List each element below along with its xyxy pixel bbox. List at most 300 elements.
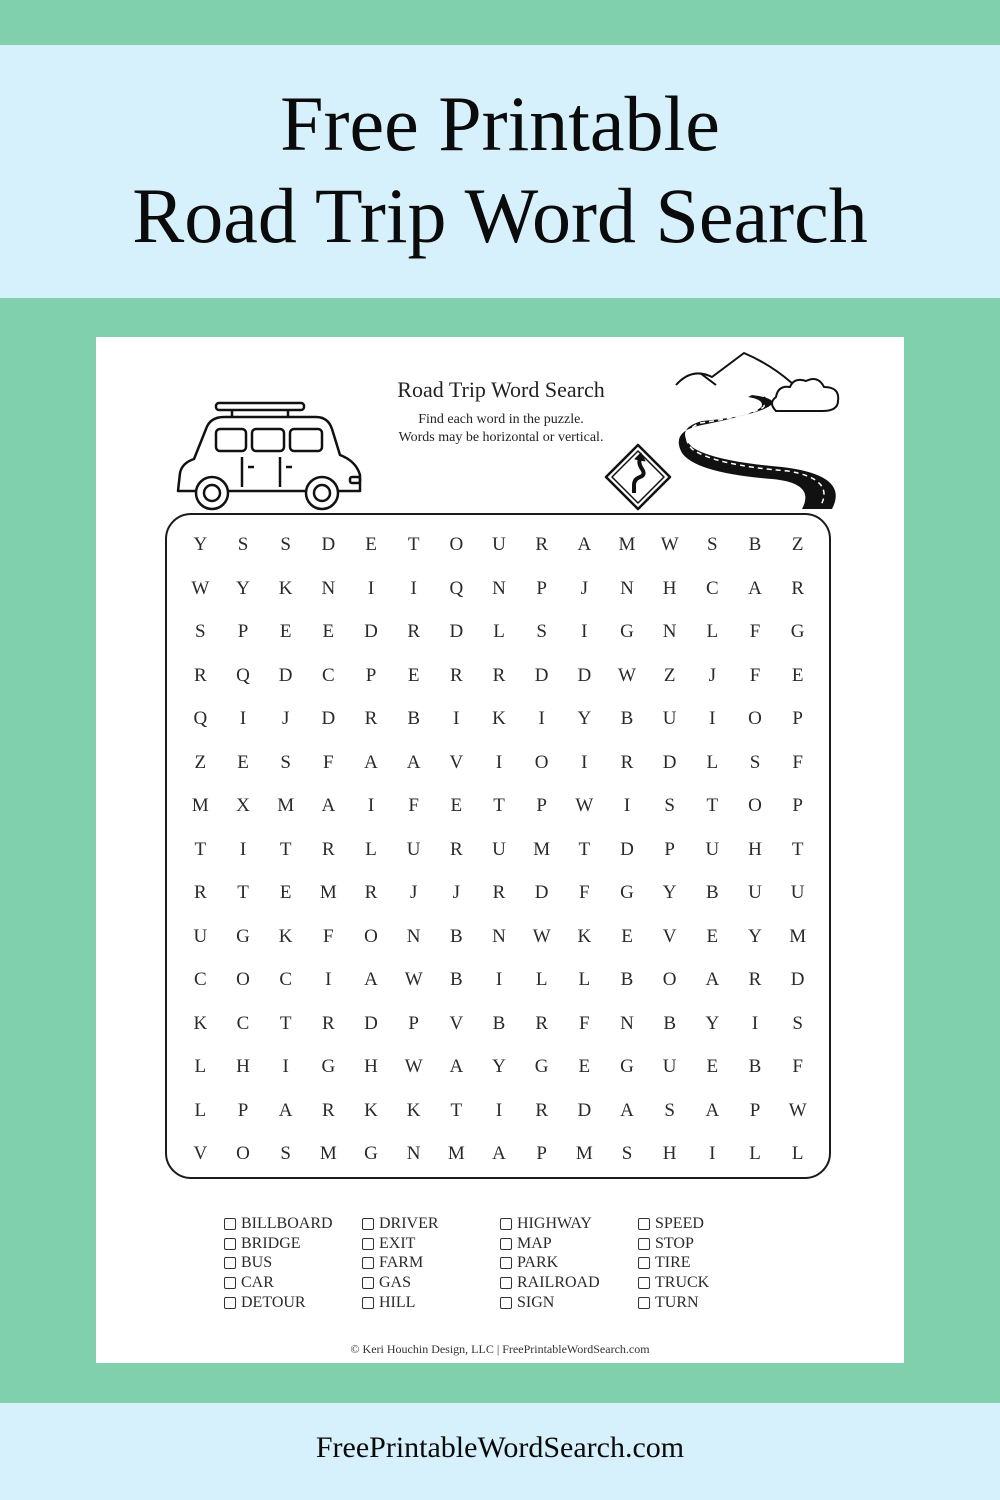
word-label: HILL bbox=[379, 1294, 416, 1312]
grid-letter[interactable]: B bbox=[620, 969, 634, 990]
word-checkbox[interactable] bbox=[362, 1297, 374, 1309]
word-checkbox[interactable] bbox=[638, 1277, 650, 1289]
grid-letter[interactable]: T bbox=[791, 838, 804, 860]
word-item bbox=[224, 1254, 333, 1274]
word-item bbox=[224, 1293, 333, 1313]
grid-letter[interactable]: K bbox=[278, 925, 293, 947]
word-checkbox[interactable] bbox=[638, 1238, 650, 1250]
grid-letter[interactable]: M bbox=[191, 795, 209, 816]
grid-letter[interactable]: H bbox=[662, 577, 677, 599]
grid-letter[interactable]: H bbox=[236, 1056, 250, 1077]
grid-letter[interactable]: T bbox=[450, 1099, 463, 1121]
grid-letter[interactable]: K bbox=[364, 1099, 378, 1121]
word-item bbox=[638, 1214, 709, 1234]
word-item bbox=[638, 1273, 709, 1293]
grid-letter[interactable]: A bbox=[705, 969, 720, 990]
word-label: DETOUR bbox=[241, 1294, 306, 1312]
grid-letter[interactable]: I bbox=[623, 795, 631, 816]
word-label: BILLBOARD bbox=[241, 1214, 333, 1232]
grid-letter[interactable]: E bbox=[322, 621, 335, 642]
grid-letter[interactable]: R bbox=[535, 534, 548, 555]
grid-letter[interactable]: V bbox=[662, 925, 677, 947]
word-item bbox=[362, 1273, 439, 1293]
grid-letter[interactable]: R bbox=[193, 882, 207, 903]
grid-letter[interactable]: N bbox=[620, 1012, 634, 1034]
grid-letter[interactable]: P bbox=[237, 1099, 249, 1121]
grid-letter[interactable]: L bbox=[791, 1143, 804, 1164]
grid-letter[interactable]: I bbox=[709, 1143, 716, 1164]
word-item bbox=[224, 1214, 333, 1234]
word-checkbox[interactable] bbox=[362, 1238, 374, 1250]
word-item bbox=[638, 1293, 709, 1313]
grid-letter[interactable]: I bbox=[751, 1012, 759, 1034]
grid-letter[interactable]: B bbox=[663, 1012, 676, 1034]
grid-letter[interactable]: S bbox=[536, 621, 547, 642]
grid-letter[interactable]: T bbox=[578, 838, 591, 860]
grid-letter[interactable]: I bbox=[282, 1056, 289, 1077]
grid-letter[interactable]: R bbox=[791, 577, 804, 599]
grid-letter[interactable]: H bbox=[364, 1056, 378, 1077]
word-label: PARK bbox=[517, 1254, 559, 1272]
grid-letter[interactable]: L bbox=[749, 1143, 761, 1164]
grid-letter[interactable]: K bbox=[492, 708, 506, 729]
grid-letter[interactable]: Z bbox=[663, 664, 676, 686]
grid-letter[interactable]: A bbox=[406, 751, 421, 773]
word-checkbox[interactable] bbox=[500, 1277, 512, 1289]
grid-letter[interactable]: G bbox=[790, 621, 805, 642]
grid-letter[interactable]: V bbox=[193, 1143, 208, 1164]
grid-letter[interactable]: A bbox=[364, 969, 378, 990]
grid-letter[interactable]: B bbox=[748, 534, 762, 555]
grid-letter[interactable]: F bbox=[792, 751, 803, 773]
grid-letter[interactable]: U bbox=[406, 838, 421, 860]
grid-letter[interactable]: T bbox=[493, 795, 505, 816]
grid-letter[interactable]: R bbox=[321, 838, 335, 860]
grid-letter[interactable]: A bbox=[364, 751, 378, 773]
grid-letter[interactable]: O bbox=[449, 534, 464, 555]
grid-letter[interactable]: M bbox=[277, 795, 295, 816]
grid-letter[interactable]: R bbox=[620, 751, 634, 773]
grid-letter[interactable]: M bbox=[533, 838, 551, 860]
grid-letter[interactable]: B bbox=[492, 1012, 506, 1034]
grid-letter[interactable]: S bbox=[664, 1099, 675, 1121]
grid-letter[interactable]: R bbox=[748, 969, 762, 990]
grid-letter[interactable]: W bbox=[575, 795, 594, 816]
grid-letter[interactable]: D bbox=[321, 534, 336, 555]
grid-letter[interactable]: P bbox=[408, 1012, 419, 1034]
grid-letter[interactable]: C bbox=[321, 664, 335, 686]
grid-letter[interactable]: O bbox=[534, 751, 549, 773]
grid-letter[interactable]: B bbox=[620, 708, 634, 729]
grid-letter[interactable]: V bbox=[449, 1012, 464, 1034]
grid-letter[interactable]: R bbox=[492, 882, 506, 903]
grid-letter[interactable]: M bbox=[319, 882, 337, 903]
word-checkbox[interactable] bbox=[224, 1297, 236, 1309]
grid-letter[interactable]: P bbox=[792, 708, 803, 729]
grid-letter[interactable]: E bbox=[279, 882, 292, 903]
grid-letter[interactable]: R bbox=[364, 708, 378, 729]
grid-letter[interactable]: A bbox=[449, 1056, 464, 1077]
grid-letter[interactable]: A bbox=[705, 1099, 720, 1121]
grid-letter[interactable]: C bbox=[236, 1012, 250, 1034]
grid-letter[interactable]: E bbox=[791, 664, 804, 686]
grid-letter[interactable]: D bbox=[534, 664, 549, 686]
word-label: MAP bbox=[517, 1234, 552, 1252]
word-checkbox[interactable] bbox=[500, 1257, 512, 1269]
grid-letter[interactable]: F bbox=[792, 1056, 803, 1077]
grid-letter[interactable]: J bbox=[409, 882, 418, 903]
word-label: GAS bbox=[379, 1274, 412, 1292]
grid-letter[interactable]: P bbox=[792, 795, 803, 816]
word-checkbox[interactable] bbox=[638, 1218, 650, 1230]
word-checkbox[interactable] bbox=[500, 1238, 512, 1250]
grid-letter[interactable]: L bbox=[578, 969, 591, 990]
word-label: STOP bbox=[655, 1234, 694, 1252]
grid-letter[interactable]: F bbox=[749, 664, 761, 686]
grid-letter[interactable]: L bbox=[535, 969, 548, 990]
grid-letter[interactable]: E bbox=[450, 795, 463, 816]
word-checkbox[interactable] bbox=[224, 1218, 236, 1230]
grid-letter[interactable]: D bbox=[577, 664, 592, 686]
word-label: DRIVER bbox=[379, 1214, 439, 1232]
word-label: HIGHWAY bbox=[517, 1214, 592, 1232]
grid-letter[interactable]: A bbox=[278, 1099, 293, 1121]
grid-letter[interactable]: W bbox=[788, 1099, 807, 1121]
grid-letter[interactable]: O bbox=[236, 969, 250, 990]
grid-letter[interactable]: S bbox=[792, 1012, 803, 1034]
grid-letter[interactable]: Y bbox=[748, 925, 762, 947]
grid-letter[interactable]: A bbox=[748, 577, 762, 599]
grid-letter[interactable]: O bbox=[748, 708, 762, 729]
grid-letter[interactable]: C bbox=[279, 969, 292, 990]
grid-letter[interactable]: T bbox=[194, 838, 207, 860]
grid-letter[interactable]: I bbox=[581, 621, 588, 642]
grid-letter[interactable]: N bbox=[662, 621, 677, 642]
bottom-banner bbox=[0, 1403, 1000, 1500]
grid-letter[interactable]: W bbox=[660, 534, 679, 555]
grid-letter[interactable]: N bbox=[620, 577, 634, 599]
grid-letter[interactable]: B bbox=[449, 925, 463, 947]
grid-letter[interactable]: I bbox=[367, 795, 375, 816]
word-checkbox[interactable] bbox=[500, 1218, 512, 1230]
grid-letter[interactable]: Y bbox=[492, 1056, 506, 1077]
grid-letter[interactable]: H bbox=[748, 838, 762, 860]
grid-letter[interactable]: C bbox=[705, 577, 719, 599]
grid-letter[interactable]: M bbox=[575, 1143, 593, 1164]
word-item bbox=[224, 1234, 333, 1254]
grid-letter[interactable]: D bbox=[364, 1012, 378, 1034]
word-checkbox[interactable] bbox=[500, 1297, 512, 1309]
grid-letter[interactable]: F bbox=[749, 621, 761, 642]
grid-letter[interactable]: U bbox=[492, 534, 506, 555]
grid-letter[interactable]: M bbox=[789, 925, 807, 947]
grid-letter[interactable]: U bbox=[662, 708, 677, 729]
word-search-grid bbox=[165, 513, 831, 1179]
grid-letter[interactable]: R bbox=[449, 838, 463, 860]
grid-letter[interactable]: Y bbox=[193, 534, 208, 555]
grid-letter[interactable]: O bbox=[748, 795, 762, 816]
grid-letter[interactable]: R bbox=[407, 621, 420, 642]
word-item bbox=[638, 1234, 709, 1254]
grid-letter[interactable]: A bbox=[620, 1099, 634, 1121]
letter-grid bbox=[179, 523, 819, 1176]
grid-letter[interactable]: X bbox=[236, 795, 250, 816]
grid-letter[interactable]: U bbox=[193, 925, 208, 947]
grid-letter[interactable]: T bbox=[279, 838, 292, 860]
grid-letter[interactable]: E bbox=[407, 664, 420, 686]
word-item bbox=[362, 1293, 439, 1313]
banner-title-line-1: Free Printable bbox=[280, 80, 720, 167]
grid-letter[interactable]: V bbox=[449, 751, 464, 773]
word-checkbox[interactable] bbox=[224, 1257, 236, 1269]
word-column bbox=[362, 1214, 439, 1313]
worksheet bbox=[96, 337, 904, 1363]
grid-letter[interactable]: S bbox=[280, 1143, 291, 1164]
grid-letter[interactable]: D bbox=[620, 838, 634, 860]
grid-letter[interactable]: R bbox=[449, 664, 463, 686]
grid-letter[interactable]: R bbox=[321, 1012, 335, 1034]
grid-letter[interactable]: E bbox=[706, 925, 719, 947]
grid-letter[interactable]: G bbox=[534, 1056, 549, 1077]
word-item bbox=[500, 1273, 600, 1293]
word-checkbox[interactable] bbox=[224, 1238, 236, 1250]
grid-letter[interactable]: W bbox=[191, 577, 210, 599]
grid-letter[interactable]: I bbox=[495, 1099, 503, 1121]
word-checkbox[interactable] bbox=[362, 1257, 374, 1269]
grid-letter[interactable]: Y bbox=[705, 1012, 720, 1034]
grid-letter[interactable]: N bbox=[406, 925, 421, 947]
word-item bbox=[224, 1273, 333, 1293]
grid-letter[interactable]: N bbox=[492, 925, 506, 947]
grid-letter[interactable]: O bbox=[364, 925, 378, 947]
grid-letter[interactable]: A bbox=[321, 795, 336, 816]
grid-letter[interactable]: S bbox=[280, 751, 291, 773]
word-column bbox=[500, 1214, 600, 1313]
grid-letter[interactable]: P bbox=[664, 838, 675, 860]
grid-letter[interactable]: U bbox=[662, 1056, 677, 1077]
grid-letter[interactable]: T bbox=[237, 882, 249, 903]
grid-letter[interactable]: H bbox=[662, 1143, 677, 1164]
winding-road-sign-icon bbox=[604, 443, 672, 511]
grid-letter[interactable]: G bbox=[236, 925, 250, 947]
word-label: BUS bbox=[241, 1254, 273, 1272]
grid-letter[interactable]: O bbox=[236, 1143, 250, 1164]
grid-letter[interactable]: W bbox=[404, 969, 423, 990]
grid-letter[interactable]: U bbox=[705, 838, 720, 860]
grid-letter[interactable]: U bbox=[492, 838, 506, 860]
grid-letter[interactable]: U bbox=[748, 882, 762, 903]
grid-letter[interactable]: F bbox=[408, 795, 419, 816]
grid-letter[interactable]: L bbox=[194, 1056, 207, 1077]
grid-letter[interactable]: I bbox=[239, 708, 247, 729]
word-checkbox[interactable] bbox=[224, 1277, 236, 1289]
grid-letter[interactable]: F bbox=[323, 751, 334, 773]
copyright-line: © Keri Houchin Design, LLC | FreePrintableWordSearch.com bbox=[350, 1342, 650, 1356]
grid-letter[interactable]: P bbox=[536, 1143, 547, 1164]
grid-letter[interactable]: G bbox=[620, 621, 634, 642]
grid-letter[interactable]: S bbox=[621, 1143, 633, 1164]
grid-letter[interactable]: I bbox=[325, 969, 332, 990]
grid-letter[interactable]: S bbox=[195, 621, 206, 642]
grid-letter[interactable]: F bbox=[323, 925, 334, 947]
grid-letter[interactable]: R bbox=[492, 664, 506, 686]
word-item bbox=[500, 1214, 600, 1234]
grid-letter[interactable]: N bbox=[492, 577, 506, 599]
grid-letter[interactable]: Q bbox=[193, 708, 208, 729]
grid-letter[interactable]: I bbox=[495, 751, 503, 773]
grid-letter[interactable]: G bbox=[620, 882, 634, 903]
grid-letter[interactable]: R bbox=[364, 882, 378, 903]
grid-letter[interactable]: B bbox=[407, 708, 420, 729]
grid-letter[interactable]: M bbox=[447, 1143, 465, 1164]
grid-letter[interactable]: R bbox=[535, 1012, 548, 1034]
grid-letter[interactable]: D bbox=[577, 1099, 592, 1121]
word-item bbox=[362, 1214, 439, 1234]
grid-letter[interactable]: I bbox=[410, 577, 417, 599]
grid-letter[interactable]: R bbox=[321, 1099, 335, 1121]
grid-letter[interactable]: F bbox=[579, 882, 590, 903]
grid-letter[interactable]: W bbox=[404, 1056, 423, 1077]
grid-letter[interactable]: I bbox=[367, 577, 375, 599]
word-item bbox=[500, 1254, 600, 1274]
word-checkbox[interactable] bbox=[362, 1277, 374, 1289]
word-item bbox=[500, 1293, 600, 1313]
grid-letter[interactable]: I bbox=[709, 708, 716, 729]
word-list bbox=[224, 1214, 824, 1314]
grid-letter[interactable]: Q bbox=[449, 577, 464, 599]
mountain-road-icon bbox=[672, 345, 852, 511]
grid-letter[interactable]: G bbox=[321, 1056, 336, 1077]
grid-letter[interactable]: L bbox=[365, 838, 377, 860]
grid-letter[interactable]: Y bbox=[236, 577, 250, 599]
grid-letter[interactable]: T bbox=[407, 534, 420, 555]
grid-letter[interactable]: L bbox=[493, 621, 505, 642]
grid-letter[interactable]: Z bbox=[791, 534, 804, 555]
grid-letter[interactable]: D bbox=[790, 969, 805, 990]
grid-letter[interactable]: G bbox=[364, 1143, 378, 1164]
grid-letter[interactable]: L bbox=[706, 751, 719, 773]
banner-title-line-2: Road Trip Word Search bbox=[132, 172, 868, 259]
site-url: FreePrintableWordSearch.com bbox=[315, 1431, 685, 1464]
grid-letter[interactable]: D bbox=[662, 751, 677, 773]
word-label: EXIT bbox=[379, 1234, 416, 1252]
grid-letter[interactable]: B bbox=[748, 1056, 762, 1077]
grid-letter[interactable]: D bbox=[449, 621, 464, 642]
grid-letter[interactable]: D bbox=[321, 708, 336, 729]
instruction-line-2: Words may be horizontal or vertical. bbox=[398, 430, 604, 445]
grid-letter[interactable]: F bbox=[579, 1012, 590, 1034]
word-label: CAR bbox=[241, 1274, 274, 1292]
grid-letter[interactable]: I bbox=[538, 708, 545, 729]
grid-letter[interactable]: M bbox=[319, 1143, 337, 1164]
grid-letter[interactable]: D bbox=[534, 882, 549, 903]
grid-letter[interactable]: D bbox=[278, 664, 293, 686]
grid-letter[interactable]: G bbox=[620, 1056, 634, 1077]
grid-letter[interactable]: K bbox=[406, 1099, 421, 1121]
grid-letter[interactable]: T bbox=[706, 795, 719, 816]
grid-letter[interactable]: E bbox=[578, 1056, 591, 1077]
worksheet-instructions bbox=[296, 411, 706, 447]
grid-letter[interactable]: I bbox=[239, 838, 247, 860]
grid-letter[interactable]: P bbox=[237, 621, 249, 642]
grid-letter[interactable]: S bbox=[280, 534, 291, 555]
grid-letter[interactable]: A bbox=[492, 1143, 506, 1164]
word-checkbox[interactable] bbox=[362, 1218, 374, 1230]
word-item bbox=[362, 1234, 439, 1254]
grid-letter[interactable]: S bbox=[664, 795, 675, 816]
grid-letter[interactable]: W bbox=[532, 925, 551, 947]
grid-letter[interactable]: Q bbox=[236, 664, 250, 686]
word-label: TRUCK bbox=[655, 1274, 710, 1292]
word-label: FARM bbox=[379, 1254, 424, 1272]
grid-letter[interactable]: E bbox=[365, 534, 377, 555]
grid-letter[interactable]: P bbox=[536, 795, 547, 816]
grid-letter[interactable]: E bbox=[706, 1056, 719, 1077]
grid-letter[interactable]: I bbox=[453, 708, 460, 729]
word-label: TIRE bbox=[655, 1254, 691, 1272]
grid-letter[interactable]: N bbox=[321, 577, 336, 599]
grid-letter[interactable]: E bbox=[621, 925, 633, 947]
grid-letter[interactable]: S bbox=[707, 534, 718, 555]
grid-letter[interactable]: Y bbox=[662, 882, 677, 903]
grid-letter[interactable]: B bbox=[449, 969, 463, 990]
word-column bbox=[224, 1214, 333, 1313]
grid-letter[interactable]: N bbox=[406, 1143, 421, 1164]
word-item bbox=[362, 1254, 439, 1274]
grid-letter[interactable]: D bbox=[364, 621, 378, 642]
grid-letter[interactable]: E bbox=[279, 621, 292, 642]
word-item bbox=[638, 1254, 709, 1274]
word-checkbox[interactable] bbox=[638, 1297, 650, 1309]
grid-letter[interactable]: S bbox=[749, 751, 761, 773]
word-item bbox=[500, 1234, 600, 1254]
grid-letter[interactable]: J bbox=[580, 577, 589, 599]
grid-letter[interactable]: T bbox=[279, 1012, 292, 1034]
word-label: BRIDGE bbox=[241, 1234, 301, 1252]
instruction-line-1: Find each word in the puzzle. bbox=[418, 412, 584, 427]
grid-letter[interactable]: K bbox=[278, 577, 293, 599]
grid-letter[interactable]: I bbox=[581, 751, 588, 773]
grid-letter[interactable]: K bbox=[577, 925, 592, 947]
grid-letter[interactable]: E bbox=[237, 751, 249, 773]
grid-letter[interactable]: A bbox=[577, 534, 592, 555]
grid-letter[interactable]: U bbox=[790, 882, 805, 903]
grid-letter[interactable]: R bbox=[535, 1099, 548, 1121]
grid-letter[interactable]: W bbox=[618, 664, 636, 686]
grid-letter[interactable]: Z bbox=[194, 751, 207, 773]
grid-letter[interactable]: J bbox=[708, 664, 717, 686]
grid-letter[interactable]: P bbox=[536, 577, 547, 599]
grid-letter[interactable]: C bbox=[193, 969, 207, 990]
grid-letter[interactable]: I bbox=[495, 969, 503, 990]
grid-letter[interactable]: M bbox=[618, 534, 636, 555]
grid-letter[interactable]: L bbox=[706, 621, 719, 642]
grid-letter[interactable]: J bbox=[452, 882, 461, 903]
grid-letter[interactable]: S bbox=[237, 534, 249, 555]
grid-letter[interactable]: P bbox=[749, 1099, 761, 1121]
grid-letter[interactable]: L bbox=[194, 1099, 207, 1121]
worksheet-title: Road Trip Word Search bbox=[397, 377, 605, 402]
grid-letter[interactable]: J bbox=[281, 708, 290, 729]
word-checkbox[interactable] bbox=[638, 1257, 650, 1269]
grid-letter[interactable]: R bbox=[193, 664, 207, 686]
word-label: TURN bbox=[655, 1294, 699, 1312]
grid-letter[interactable]: P bbox=[365, 664, 377, 686]
grid-letter[interactable]: Y bbox=[577, 708, 592, 729]
grid-letter[interactable]: B bbox=[705, 882, 719, 903]
grid-letter[interactable]: O bbox=[662, 969, 677, 990]
grid-letter[interactable]: K bbox=[193, 1012, 208, 1034]
